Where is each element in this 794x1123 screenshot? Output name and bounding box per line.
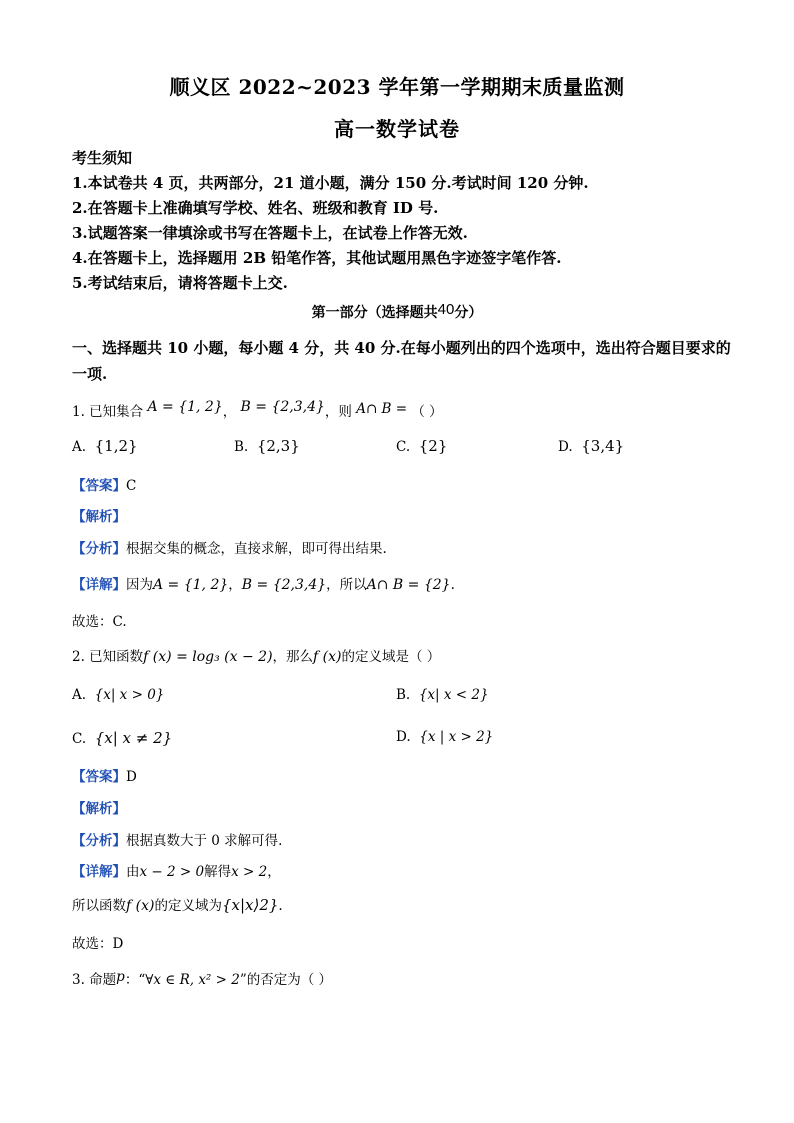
notice-item-1: 1.本试卷共 4 页，共两部分，21 道小题，满分 150 分.考试时间 120 分钟.	[72, 174, 589, 192]
q2-stem	[72, 645, 440, 665]
q1-option-d-label: D.	[558, 439, 573, 455]
q1-option-d-value: {3,4}	[581, 437, 625, 455]
q2-line2-set: {x|x⟩2}	[221, 896, 279, 914]
q2-option-c-label: C.	[72, 731, 87, 747]
q2-detail-result: x > 2	[231, 864, 268, 880]
q2-fenxi-text: 根据真数大于 0 求解可得.	[126, 833, 283, 849]
fenxi-tag: 【分析】	[72, 833, 126, 849]
q1-fenxi-text: 根据交集的概念，直接求解，即可得出结果.	[126, 541, 387, 557]
q2-answer-value: D	[126, 769, 137, 785]
q2-option-a	[72, 687, 164, 703]
q1-answer	[72, 474, 136, 494]
q2-detail-line2	[72, 894, 283, 914]
q2-line2-fx: f (x)	[126, 898, 155, 914]
q1-paren: （ ）	[411, 404, 443, 420]
q2-detail-end: ，	[267, 864, 281, 880]
q1-option-b	[234, 437, 300, 455]
q2-option-c-value: {x| x ≠ 2}	[94, 729, 173, 747]
q2-detail	[72, 860, 281, 880]
q1-then: ，则	[324, 404, 352, 420]
q2-option-b-value: {x| x < 2}	[418, 687, 489, 703]
q2-detail-ineq: x − 2 > 0	[139, 864, 205, 880]
q3-stem-suffix: ”的否定为（ ）	[239, 972, 333, 988]
q1-choose-value: C.	[112, 614, 127, 630]
q1-detail-prefix: 因为	[126, 577, 153, 593]
analysis-tag: 【解析】	[72, 509, 126, 525]
q2-option-b-label: B.	[396, 687, 411, 703]
q2-option-a-label: A.	[72, 687, 87, 703]
q2-analysis	[72, 797, 126, 817]
q1-option-b-value: {2,3}	[256, 437, 300, 455]
q2-detail-text2: 解得	[204, 864, 232, 880]
q1-choose	[72, 610, 127, 630]
q1-option-a-value: {1,2}	[94, 437, 138, 455]
q1-stem	[72, 400, 443, 420]
q1-choose-label: 故选：	[72, 614, 113, 630]
notice-item-2: 2.在答题卡上准确填写学校、姓名、班级和教育 ID 号.	[72, 199, 439, 217]
q1-detail-mid: ，所以	[326, 577, 367, 593]
q2-line2-end: .	[278, 898, 283, 914]
q1-fenxi	[72, 537, 387, 557]
fenxi-tag: 【分析】	[72, 541, 126, 557]
q1-analysis	[72, 505, 126, 525]
answer-tag: 【答案】	[72, 478, 126, 494]
q2-option-d	[396, 729, 493, 745]
q2-function: f (x) = log₃ (x − 2)	[143, 649, 273, 665]
q1-stem-prefix: 1. 已知集合	[72, 404, 144, 420]
q2-option-b	[396, 687, 489, 703]
notice-heading: 考生须知	[72, 149, 133, 167]
q2-option-c	[72, 729, 172, 747]
q2-stem-suffix: 的定义域是（ ）	[341, 649, 441, 665]
q2-detail-text1: 由	[126, 864, 140, 880]
notice-item-3: 3.试题答案一律填涂或书写在答题卡上，在试卷上作答无效.	[72, 224, 468, 242]
q1-option-a	[72, 437, 138, 455]
q1-expr: A∩ B =	[356, 401, 408, 417]
q1-option-c-value: {2}	[418, 437, 448, 455]
analysis-tag: 【解析】	[72, 801, 126, 817]
q1-option-c	[396, 437, 447, 455]
q3-expr: ∀x ∈ R, x² > 2	[145, 972, 240, 988]
exam-title: 顺义区 2022~2023 学年第一学期期末质量监测	[169, 75, 625, 99]
q2-choose	[72, 932, 123, 952]
q3-stem	[72, 968, 332, 988]
q1-detail-comma: ，	[228, 577, 242, 593]
q2-stem-mid: ，那么	[272, 649, 314, 665]
q2-option-a-value: {x| x > 0}	[94, 687, 165, 703]
section-instructions: 一、选择题共 10 小题，每小题 4 分，共 40 分.在每小题列出的四个选项中，选出符合题目要求的一项.	[72, 339, 731, 383]
q2-answer	[72, 765, 137, 785]
q3-p: p	[116, 969, 125, 985]
q1-detail-a: A = {1, 2}	[153, 577, 229, 593]
q1-option-b-label: B.	[234, 439, 249, 455]
q2-fenxi	[72, 829, 282, 849]
q3-stem-mid: ：“	[124, 972, 146, 988]
q3-stem-prefix: 3. 命题	[72, 972, 117, 988]
notice-item-4: 4.在答题卡上，选择题用 2B 铅笔作答，其他试题用黑色字迹签字笔作答.	[72, 249, 562, 267]
section-title-suffix: 分）	[454, 305, 483, 321]
exam-subtitle: 高一数学试卷	[334, 117, 460, 141]
q2-option-d-label: D.	[396, 729, 411, 745]
q2-option-d-value: {x | x > 2}	[419, 729, 494, 745]
q1-comma: ，	[222, 404, 237, 420]
section-title-prefix: 第一部分（选择题共	[311, 305, 438, 321]
q2-stem-prefix: 2. 已知函数	[72, 649, 144, 665]
section-title	[0, 302, 794, 322]
answer-tag: 【答案】	[72, 769, 126, 785]
q1-detail-b: B = {2,3,4}	[241, 577, 327, 593]
q1-detail-result: A∩ B = {2}	[366, 577, 451, 593]
notice-item-5: 5.考试结束后，请将答题卡上交.	[72, 274, 288, 292]
detail-tag: 【详解】	[72, 577, 126, 593]
q1-option-a-label: A.	[72, 439, 87, 455]
q1-option-c-label: C.	[396, 439, 411, 455]
q2-fx: f (x)	[313, 649, 342, 665]
q1-answer-value: C	[126, 478, 137, 494]
q2-choose-label: 故选：	[72, 936, 113, 952]
section-title-num: 40	[437, 301, 455, 318]
detail-tag: 【详解】	[72, 864, 126, 880]
q2-choose-value: D	[112, 936, 124, 952]
q1-option-d	[558, 437, 624, 455]
q2-line2-prefix: 所以函数	[72, 898, 126, 914]
q1-detail: 【详解】因为A = {1, 2}，B = {2,3,4}，所以A∩ B = {2}.	[72, 577, 455, 593]
q2-line2-mid: 的定义域为	[154, 898, 222, 914]
q1-set-a: A = {1, 2}	[147, 399, 223, 415]
q1-set-b: B = {2,3,4}	[240, 399, 325, 415]
